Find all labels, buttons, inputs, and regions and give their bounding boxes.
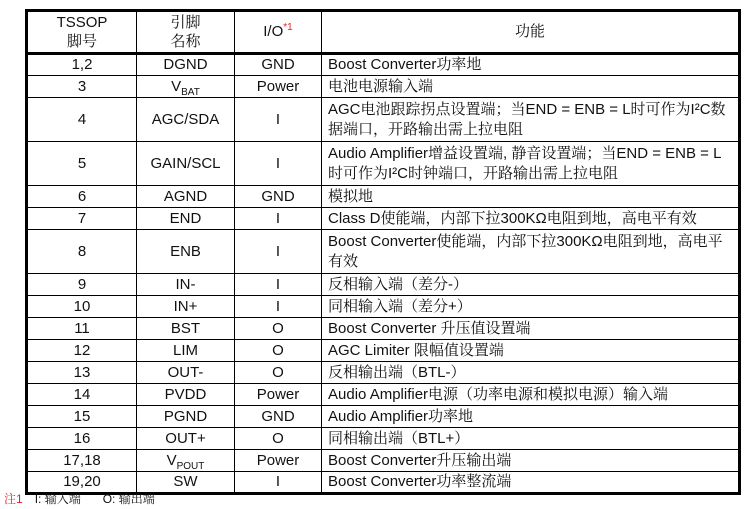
io-cell: GND [235,186,322,208]
function-cell: Boost Converter 升压值设置端 [322,318,740,340]
pin-number-cell: 7 [27,208,137,230]
function-cell: Class D使能端，内部下拉300KΩ电阻到地，高电平有效 [322,208,740,230]
pin-number-cell: 8 [27,230,137,274]
function-cell: 同相输出端（BTL+） [322,428,740,450]
function-cell: AGC电池跟踪拐点设置端；当END = ENB = L时可作为I²C数据端口，开路输出需上拉电阻 [322,98,740,142]
pin-number-cell: 5 [27,142,137,186]
function-cell: Boost Converter功率整流端 [322,472,740,494]
footnote-output-def: O: 输出端 [102,492,155,506]
function-cell: 模拟地 [322,186,740,208]
pin-number-cell: 16 [27,428,137,450]
pin-name-cell: AGC/SDA [137,98,235,142]
pin-number-cell: 15 [27,406,137,428]
function-cell: Boost Converter使能端，内部下拉300KΩ电阻到地，高电平有效 [322,230,740,274]
function-cell: Audio Amplifier电源（功率电源和模拟电源）输入端 [322,384,740,406]
pin-name-cell: $V_{BAT}$ [137,76,235,98]
pin-number-cell: 17,18 [27,450,137,472]
io-cell: I [235,142,322,186]
header-pin-line1: TSSOP [56,14,108,31]
io-cell: Power [235,450,322,472]
io-cell: I [235,98,322,142]
table-row [27,208,740,230]
table-row [27,98,740,142]
pin-name-cell: $V_{POUT}$ [137,450,235,472]
header-pin-name [137,11,235,54]
function-cell: Audio Amplifier增益设置端, 静音设置端；当END = ENB = L时可作为I²C时钟端口，开路输出需上拉电阻 [322,142,740,186]
table-row [27,362,740,384]
table-row [27,274,740,296]
pin-number-cell: 3 [27,76,137,98]
io-cell: I [235,230,322,274]
footnote-marker: 注1 [4,492,23,506]
pin-number-cell: 11 [27,318,137,340]
pin-function-table [25,9,741,495]
pin-name-cell: PGND [137,406,235,428]
table-row [27,186,740,208]
pin-name-cell: IN+ [137,296,235,318]
pin-name-cell: SW [137,472,235,494]
header-io-label: I/O [263,23,284,40]
pin-name-cell: IN- [137,274,235,296]
io-cell: GND [235,54,322,76]
table-row [27,340,740,362]
pin-number-cell: 13 [27,362,137,384]
function-cell: 同相输入端（差分+） [322,296,740,318]
io-cell: I [235,274,322,296]
pin-number-cell: 6 [27,186,137,208]
function-cell: 电池电源输入端 [322,76,740,98]
table-row [27,450,740,472]
table-row [27,76,740,98]
io-cell: I [235,296,322,318]
pin-name-cell: GAIN/SCL [137,142,235,186]
table-row [27,296,740,318]
pin-name-cell: DGND [137,54,235,76]
io-cell: I [235,472,322,494]
function-cell: Boost Converter功率地 [322,54,740,76]
header-io [235,11,322,54]
header-name-line2: 名称 [170,33,201,50]
table-row [27,406,740,428]
function-cell: Boost Converter升压输出端 [322,450,740,472]
header-pin-number [27,11,137,54]
pin-table-body [27,54,740,494]
table-row [27,384,740,406]
pin-number-cell: 14 [27,384,137,406]
pin-name-cell: OUT+ [137,428,235,450]
pin-name-cell: PVDD [137,384,235,406]
table-row [27,428,740,450]
pin-number-cell: 9 [27,274,137,296]
pin-name-cell: ENB [137,230,235,274]
header-name-line1: 引脚 [170,14,201,31]
header-function-label: 功能 [514,23,545,40]
io-cell: O [235,428,322,450]
pin-name-cell: END [137,208,235,230]
header-pin-line2: 脚号 [66,33,97,50]
footnote [4,490,155,507]
function-cell: AGC Limiter 限幅值设置端 [322,340,740,362]
pin-name-cell: OUT- [137,362,235,384]
header-io-footnote-ref: *1 [283,22,293,33]
pin-number-cell: 1,2 [27,54,137,76]
pin-name-cell: AGND [137,186,235,208]
io-cell: O [235,362,322,384]
pin-number-cell: 10 [27,296,137,318]
io-cell: Power [235,384,322,406]
header-row [27,11,740,54]
io-cell: O [235,318,322,340]
io-cell: O [235,340,322,362]
footnote-input-def: I: 输入端 [34,492,81,506]
table-row [27,230,740,274]
table-row [27,142,740,186]
pin-number-cell: 12 [27,340,137,362]
io-cell: Power [235,76,322,98]
pin-number-cell: 4 [27,98,137,142]
pin-name-cell: LIM [137,340,235,362]
io-cell: GND [235,406,322,428]
pin-number-cell: 19,20 [27,472,137,494]
function-cell: Audio Amplifier功率地 [322,406,740,428]
function-cell: 反相输出端（BTL-） [322,362,740,384]
io-cell: I [235,208,322,230]
table-row [27,318,740,340]
header-function [322,11,740,54]
function-cell: 反相输入端（差分-） [322,274,740,296]
pin-name-cell: BST [137,318,235,340]
table-header [27,11,740,54]
table-row [27,54,740,76]
